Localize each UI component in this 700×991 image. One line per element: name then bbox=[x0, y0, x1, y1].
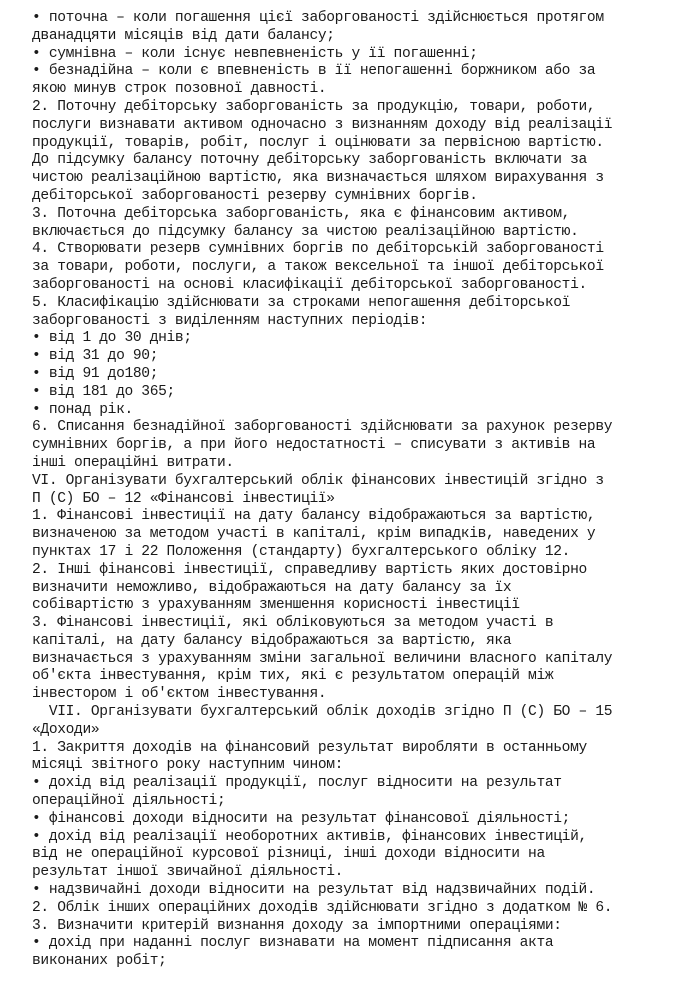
text-line: • надзвичайні доходи відносити на результат від надзвичайних подій. bbox=[32, 882, 596, 899]
text-line: До підсумку балансу поточну дебіторську заборгованість включати за bbox=[32, 152, 587, 169]
text-line: 3. Визначити критерій визнання доходу за імпортними операціями: bbox=[32, 917, 562, 934]
text-line: сумнівних боргів, а при його недостатності – списувати з активів на bbox=[32, 437, 596, 454]
text-line: інші операційні витрати. bbox=[32, 454, 234, 471]
text-line: продукції, товарів, робіт, послуг і оцінювати за первісною вартістю. bbox=[32, 134, 604, 151]
text-line: • від 1 до 30 днів; bbox=[32, 330, 192, 347]
text-line: 1. Фінансові інвестиції на дату балансу відображаються за вартістю, bbox=[32, 508, 596, 525]
text-line: 2. Поточну дебіторську заборгованість за продукцію, товари, роботи, bbox=[32, 98, 596, 115]
text-line: • від 91 до180; bbox=[32, 365, 159, 382]
text-line: • безнадійна – коли є впевненість в її непогашенні боржником або за bbox=[32, 63, 596, 80]
text-line: чистою реалізаційною вартістю, яка визначається шляхом вирахування з bbox=[32, 170, 604, 187]
text-line: заборгованості на основі класифікації дебіторської заборгованості. bbox=[32, 276, 587, 293]
text-line: собівартістю з урахуванням зменшення корисності інвестиції bbox=[32, 597, 520, 614]
document-body bbox=[32, 10, 680, 971]
text-line: «Доходи» bbox=[32, 721, 100, 738]
text-line: • від 181 до 365; bbox=[32, 383, 175, 400]
text-line: визначити неможливо, відображаються на дату балансу за їх bbox=[32, 579, 512, 596]
text-line: • сумнівна – коли існує невпевненість у її погашенні; bbox=[32, 45, 478, 62]
text-line: 4. Створювати резерв сумнівних боргів по дебіторській заборгованості bbox=[32, 241, 604, 258]
text-line: капіталі, на дату балансу відображаються за вартістю, яка bbox=[32, 632, 512, 649]
text-line: 6. Списання безнадійної заборгованості здійснювати за рахунок резерву bbox=[32, 419, 613, 436]
text-line: інвестором і об'єктом інвестування. bbox=[32, 686, 327, 703]
text-line: VI. Організувати бухгалтерський облік фінансових інвестицій згідно з bbox=[32, 472, 604, 489]
text-line: 2. Інші фінансові інвестиції, справедливу вартість яких достовірно bbox=[32, 561, 587, 578]
text-line: за товари, роботи, послуги, а також вексельної та іншої дебіторської bbox=[32, 259, 604, 276]
text-line: 1. Закриття доходів на фінансовий результат виробляти в останньому bbox=[32, 739, 587, 756]
text-line: виконаних робіт; bbox=[32, 953, 167, 970]
text-line: • дохід від реалізації продукції, послуг відносити на результат bbox=[32, 775, 562, 792]
text-line: дванадцяти місяців від дати балансу; bbox=[32, 27, 335, 44]
text-line: пунктах 17 і 22 Положення (стандарту) бухгалтерського обліку 12. bbox=[32, 543, 571, 560]
text-line: • від 31 до 90; bbox=[32, 348, 159, 365]
text-line: 2. Облік інших операційних доходів здійснювати згідно з додатком № 6. bbox=[32, 899, 613, 916]
text-line: П (С) БО – 12 «Фінансові інвестиції» bbox=[32, 490, 335, 507]
text-line: 5. Класифікацію здійснювати за строками непогашення дебіторської bbox=[32, 294, 571, 311]
text-line: від не операційної курсової різниці, інші доходи відносити на bbox=[32, 846, 545, 863]
text-line: • поточна – коли погашення цієї заборгованості здійснюється протягом bbox=[32, 10, 604, 26]
text-line: об'єкта інвестування, крім тих, які є результатом операцій між bbox=[32, 668, 554, 685]
text-line: • фінансові доходи відносити на результат фінансової діяльності; bbox=[32, 810, 571, 827]
text-line: дебіторської заборгованості резерву сумнівних боргів. bbox=[32, 187, 478, 204]
text-line: визначеною за методом участі в капіталі, крім випадків, наведених у bbox=[32, 526, 596, 543]
text-line: VII. Організувати бухгалтерський облік доходів згідно П (С) БО – 15 bbox=[32, 704, 613, 721]
text-line: визначається з урахуванням зміни загальної величини власного капіталу bbox=[32, 650, 613, 667]
text-line: якою минув строк позовної давності. bbox=[32, 81, 327, 98]
text-line: 3. Фінансові інвестиції, які обліковуються за методом участі в bbox=[32, 615, 554, 632]
text-line: операційної діяльності; bbox=[32, 793, 226, 810]
text-line: включається до підсумку балансу за чистою реалізаційною вартістю. bbox=[32, 223, 579, 240]
text-line: • дохід при наданні послуг визнавати на момент підписання акта bbox=[32, 935, 554, 952]
text-line: результат іншої звичайної діяльності. bbox=[32, 864, 344, 881]
text-line: місяці звітного року наступним чином: bbox=[32, 757, 344, 774]
text-line: • понад рік. bbox=[32, 401, 133, 418]
text-line: • дохід від реалізації необоротних активів, фінансових інвестицій, bbox=[32, 828, 587, 845]
text-line: послуги визнавати активом одночасно з визнанням доходу від реалізації bbox=[32, 116, 613, 133]
text-line: 3. Поточна дебіторська заборгованість, яка є фінансовим активом, bbox=[32, 205, 571, 222]
text-line: заборгованості з виділенням наступних періодів: bbox=[32, 312, 428, 329]
